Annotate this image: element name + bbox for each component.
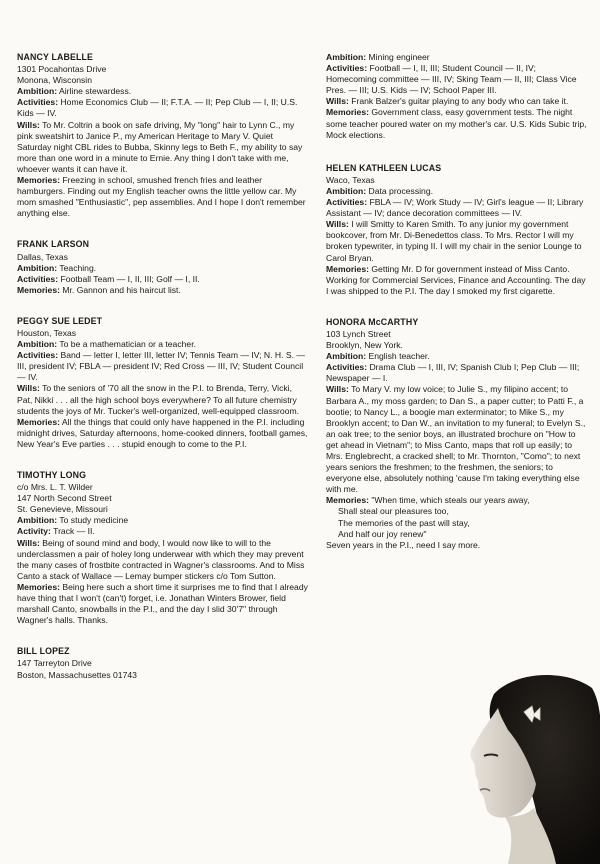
field-text: All the things that could only have happened in the P.I. including midnight drives, Saturday afternoons, home-cooked dinners, football games, New Year's Eve parties . . . stupid enough to come to the P.I.	[17, 416, 308, 449]
field-text: Football Team — I, II, III; Golf — I, II.	[58, 273, 200, 284]
field-text: Mr. Gannon and his haircut list.	[59, 284, 181, 295]
entry-field	[326, 362, 588, 384]
entry-field	[326, 107, 588, 140]
entry-field	[326, 63, 588, 96]
senior-entry	[326, 163, 588, 297]
entry-field	[326, 52, 588, 63]
left-column	[17, 0, 309, 701]
closing-line: Seven years in the P.I., need I say more.	[326, 539, 481, 550]
senior-entry	[17, 470, 309, 626]
address-line: 103 Lynch Street	[326, 328, 391, 339]
field-text: Government class, easy government tests. The night some teacher poured water on my mother's car. U.S. Kids Subic trip, Mock elections.	[326, 107, 587, 140]
address-line: Houston, Texas	[17, 327, 77, 338]
field-text: To Mary V. my low voice; to Julie S., my filipino accent; to Barbara A., my moss garden; to Dan S., a paper cutter; to Patti F., a bootie; to Nancy L., a boogie man exterminator; to Mike S., my Brooklyn accent; to Dan W., an invitation to my funeral; to Evelyn S., an oak tree; to the senior boys, an illustrated brochure on "How to get ahead in Vietnam"; to Miss Canto, maps that roll up easily; to Mrs. Englebrecht, a cracked shell; to Mr. Thornton, "Como"; to next years seniors the freshmen; to the freshmen, the seniors; to everyone else, absolutely nothing 'cause I'm taking everything else with me.	[326, 384, 586, 495]
entry-field	[17, 417, 309, 450]
entry-field	[326, 96, 588, 107]
field-label: Activities:	[326, 197, 368, 208]
field-text: Data processing.	[366, 185, 433, 196]
field-label: Wills:	[17, 383, 40, 394]
field-label: Wills:	[326, 384, 349, 395]
field-label: Memories:	[326, 107, 369, 118]
senior-entry	[17, 52, 309, 219]
senior-entry	[17, 316, 309, 450]
senior-name: NANCY LABELLE	[17, 52, 94, 62]
field-text: To be a mathematician or a teacher.	[57, 339, 196, 350]
entry-field	[17, 383, 309, 416]
field-text: To Mr. Coltrin a book on safe driving, My "long" hair to Lynn C., my pink sweatshirt to Janice P., my American Heritage to Mary V. Quiet Saturday night CBL rides to Bubba, Skinny legs to Beth F., my ability to say more than one word in a minute to Ernie. Any thing I don't take with me, whoever wants it can have it.	[17, 119, 303, 174]
entry-field	[17, 350, 309, 383]
entry-field	[17, 97, 309, 119]
entry-field	[17, 86, 309, 97]
senior-name: HELEN KATHLEEN LUCAS	[326, 162, 442, 173]
field-label: Activities:	[326, 362, 368, 373]
field-label: Ambition:	[326, 52, 367, 62]
entry-field	[17, 538, 309, 582]
field-label: Ambition:	[17, 86, 58, 97]
poem-line-text: Shall steal our pleasures too,	[338, 506, 449, 517]
address-line: c/o Mrs. L. T. Wilder	[17, 482, 93, 493]
senior-name: BILL LOPEZ	[17, 646, 70, 657]
field-text: Frank Balzer's guitar playing to any body who can take it.	[348, 96, 569, 107]
field-text: Being of sound mind and body, I would now like to will to the underclassmen a pair of holey long underwear with which they may prevent the many cases of frostbite contracted in Wagner's classrooms. And to Miss Canto a stack of Wallace — Lemay bumper stickers c/o Tom Sutton.	[17, 537, 305, 581]
field-label: Activity:	[17, 526, 51, 537]
field-text: Drama Club — I, III, IV; Spanish Club I; Pep Club — III; Newspaper — I.	[326, 362, 580, 384]
field-label: Memories:	[17, 284, 60, 295]
address-line: Brooklyn, New York.	[326, 340, 403, 351]
address-line: 147 Tarreyton Drive	[17, 658, 92, 669]
senior-entry	[17, 239, 309, 295]
field-text: Home Economics Club — II; F.T.A. — II; Pep Club — I, II; U.S. Kids — IV.	[17, 97, 298, 119]
field-text: Football — I, II, III; Student Council — II, IV; Homecoming committee — III, IV; Sking Team — II, III; Class Vice Pres. — III; U.S. Kids — IV; School Paper III.	[326, 63, 577, 96]
senior-name: HONORA McCARTHY	[326, 316, 419, 327]
address-line: 1301 Pocahontas Drive	[17, 64, 107, 75]
address-line: 147 North Second Street	[17, 493, 112, 504]
entry-field	[326, 351, 588, 362]
address-line: Dallas, Texas	[17, 251, 68, 262]
senior-entry	[17, 646, 309, 680]
girl-portrait-photo	[424, 668, 600, 864]
entry-field	[17, 515, 309, 526]
field-label: Ambition:	[326, 351, 367, 362]
field-label: Ambition:	[17, 339, 58, 350]
field-text: English teacher.	[366, 351, 430, 362]
field-text: Mining engineer	[366, 52, 430, 62]
field-label: Memories:	[326, 263, 369, 274]
senior-name: FRANK LARSON	[17, 239, 90, 250]
field-text: Band — letter I, letter III, letter IV; Tennis Team — IV; N. H. S. — III, president IV; FBLA — president IV; Red Cross — III, IV; Student Council — IV.	[17, 350, 305, 383]
field-text: Airline stewardess.	[57, 86, 132, 97]
field-text: To study medicine	[57, 515, 129, 526]
entry-field	[326, 264, 588, 297]
address-line: St. Genevieve, Missouri	[17, 504, 108, 515]
field-label: Activities:	[17, 350, 59, 361]
entry-field	[17, 285, 309, 296]
field-label: Ambition:	[17, 262, 58, 273]
field-text: To the seniors of '70 all the snow in the P.I. to Brenda, Terry, Vicki, Pat, Nikki . . . all the high school boys everywhere? To all future chemistry students the joys of Mr. Tucker's well-organized, well-equipped classroom.	[17, 383, 300, 416]
entry-field	[326, 197, 588, 219]
field-label: Wills:	[17, 119, 40, 130]
field-label: Wills:	[326, 219, 349, 230]
field-label: Memories:	[17, 416, 60, 427]
field-label: Activities:	[326, 63, 368, 74]
field-text: Being here such a short time it surprises me to find that I already have thing that I won't (can't) forget, i.e. Jonathan Winters Brower, field marshall Canto, snowballs in the P.I., and the day I slid 30'7" through Wagner's halls. Thanks.	[17, 581, 308, 626]
field-text: I will Smitty to Karen Smith. To any junior my government bookcover, from Mr. Di-Benedettos class. To Mrs. Rector I will my broken typewriter, in typing II. I will my chair in the senior Lounge to Carol Bryan.	[326, 219, 582, 263]
field-text: FBLA — IV; Work Study — IV; Girl's league — II; Library Assistant — IV; dance decoration committees — IV.	[326, 197, 584, 219]
field-label: Ambition:	[326, 185, 367, 196]
address-line: Boston, Massachusettes 01743	[17, 669, 137, 680]
entry-field	[17, 274, 309, 285]
entry-field	[17, 120, 309, 175]
entry-field	[326, 219, 588, 263]
field-label: Wills:	[326, 96, 349, 107]
entry-field	[17, 582, 309, 626]
field-label: Memories:	[17, 581, 60, 592]
senior-entry	[326, 317, 588, 551]
address-line: Waco, Texas	[326, 174, 375, 185]
field-label: Memories:	[17, 175, 60, 186]
field-text: Track — II.	[50, 526, 95, 537]
entry-field	[326, 384, 588, 495]
field-text: Getting Mr. D for government instead of Miss Canto. Working for Commercial Services, Finance and Accounting. The day I was shipped to the P.I. The day I smoked my first cigarette.	[326, 263, 586, 296]
field-label: Ambition:	[17, 515, 58, 526]
entry-field	[17, 526, 309, 537]
poem-line-text: The memories of the past will stay,	[338, 517, 470, 528]
right-column	[326, 0, 588, 571]
address-line: Monona, Wisconsin	[17, 75, 92, 86]
field-text: Freezing in school, smushed french fries and leather hamburgers. Finding out my English teacher owns the little yellow car. My mom smashed "Enthusiastic", pep assemblies. And I hope I don't remember anything else.	[17, 175, 306, 219]
field-text: Teaching.	[57, 262, 97, 273]
field-label: Wills:	[17, 537, 40, 548]
field-label: Memories:	[326, 495, 369, 506]
entry-field	[326, 186, 588, 197]
entry-field	[17, 175, 309, 219]
poem-line-text: And half our joy renew"	[338, 528, 427, 539]
continued-entry	[326, 52, 588, 141]
poem-line-text: "When time, which steals our years away,	[368, 495, 530, 506]
entry-field	[17, 263, 309, 274]
memories-poem	[326, 495, 588, 506]
senior-name: PEGGY SUE LEDET	[17, 315, 103, 326]
field-label: Activities:	[17, 97, 59, 108]
senior-name: TIMOTHY LONG	[17, 470, 87, 480]
field-label: Activities:	[17, 273, 59, 284]
entry-field	[17, 339, 309, 350]
